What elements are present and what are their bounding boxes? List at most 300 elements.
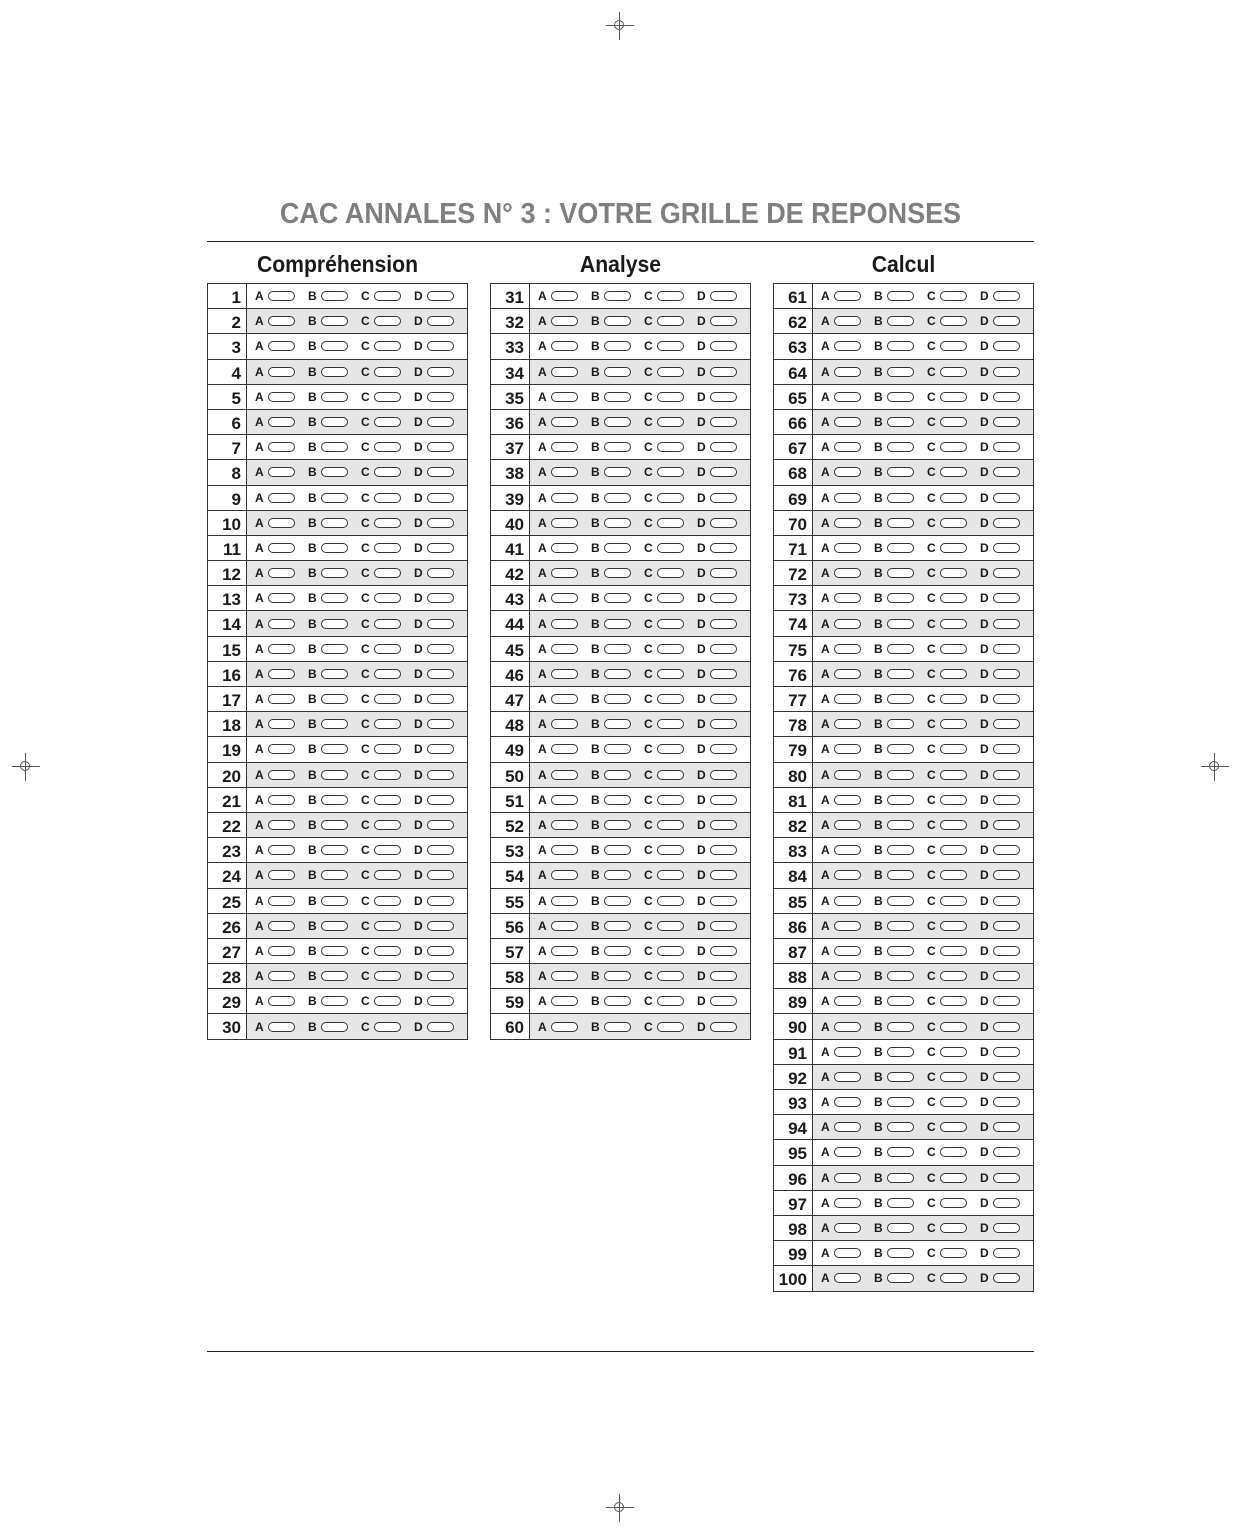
option-b[interactable]	[308, 919, 361, 933]
answer-bubble[interactable]	[321, 493, 348, 503]
answer-bubble[interactable]	[321, 619, 348, 629]
answer-bubble[interactable]	[940, 568, 967, 578]
answer-bubble[interactable]	[604, 669, 631, 679]
option-b[interactable]	[591, 868, 644, 882]
option-c[interactable]	[927, 742, 980, 756]
answer-bubble[interactable]	[374, 946, 401, 956]
answer-bubble[interactable]	[374, 518, 401, 528]
option-a[interactable]	[538, 314, 591, 328]
answer-bubble[interactable]	[604, 820, 631, 830]
answer-bubble[interactable]	[887, 1223, 914, 1233]
answer-bubble[interactable]	[551, 442, 578, 452]
answer-bubble[interactable]	[834, 1147, 861, 1157]
option-b[interactable]	[308, 868, 361, 882]
option-d[interactable]	[697, 894, 750, 908]
answer-bubble[interactable]	[887, 694, 914, 704]
option-b[interactable]	[591, 717, 644, 731]
option-a[interactable]	[821, 516, 874, 530]
answer-bubble[interactable]	[321, 568, 348, 578]
option-b[interactable]	[591, 390, 644, 404]
option-b[interactable]	[308, 339, 361, 353]
option-a[interactable]	[821, 742, 874, 756]
answer-bubble[interactable]	[374, 493, 401, 503]
option-d[interactable]	[980, 1171, 1033, 1185]
option-a[interactable]	[538, 1020, 591, 1034]
option-a[interactable]	[538, 465, 591, 479]
answer-bubble[interactable]	[551, 946, 578, 956]
option-c[interactable]	[644, 617, 697, 631]
answer-bubble[interactable]	[268, 996, 295, 1006]
answer-bubble[interactable]	[993, 392, 1020, 402]
answer-bubble[interactable]	[427, 367, 454, 377]
answer-bubble[interactable]	[427, 316, 454, 326]
answer-bubble[interactable]	[834, 316, 861, 326]
option-c[interactable]	[927, 339, 980, 353]
option-b[interactable]	[874, 1221, 927, 1235]
answer-bubble[interactable]	[993, 1047, 1020, 1057]
option-a[interactable]	[821, 642, 874, 656]
answer-bubble[interactable]	[710, 820, 737, 830]
option-b[interactable]	[591, 742, 644, 756]
option-b[interactable]	[591, 1020, 644, 1034]
answer-bubble[interactable]	[940, 543, 967, 553]
answer-bubble[interactable]	[427, 719, 454, 729]
option-c[interactable]	[927, 1095, 980, 1109]
answer-bubble[interactable]	[321, 644, 348, 654]
option-d[interactable]	[697, 919, 750, 933]
answer-bubble[interactable]	[374, 341, 401, 351]
answer-bubble[interactable]	[427, 493, 454, 503]
answer-bubble[interactable]	[887, 1273, 914, 1283]
option-c[interactable]	[927, 314, 980, 328]
option-c[interactable]	[927, 516, 980, 530]
option-b[interactable]	[308, 642, 361, 656]
answer-bubble[interactable]	[604, 719, 631, 729]
option-a[interactable]	[821, 667, 874, 681]
option-a[interactable]	[538, 717, 591, 731]
answer-bubble[interactable]	[993, 1248, 1020, 1258]
answer-bubble[interactable]	[268, 392, 295, 402]
answer-bubble[interactable]	[268, 644, 295, 654]
answer-bubble[interactable]	[993, 1097, 1020, 1107]
option-c[interactable]	[644, 516, 697, 530]
option-d[interactable]	[697, 415, 750, 429]
answer-bubble[interactable]	[321, 669, 348, 679]
option-b[interactable]	[874, 617, 927, 631]
answer-bubble[interactable]	[551, 719, 578, 729]
answer-bubble[interactable]	[427, 467, 454, 477]
answer-bubble[interactable]	[940, 744, 967, 754]
option-d[interactable]	[697, 717, 750, 731]
option-a[interactable]	[821, 944, 874, 958]
answer-bubble[interactable]	[604, 896, 631, 906]
option-a[interactable]	[821, 1171, 874, 1185]
option-c[interactable]	[361, 516, 414, 530]
option-d[interactable]	[980, 1271, 1033, 1285]
option-d[interactable]	[414, 289, 467, 303]
answer-bubble[interactable]	[268, 518, 295, 528]
answer-bubble[interactable]	[551, 694, 578, 704]
answer-bubble[interactable]	[374, 467, 401, 477]
answer-bubble[interactable]	[374, 770, 401, 780]
answer-bubble[interactable]	[657, 770, 684, 780]
answer-bubble[interactable]	[993, 341, 1020, 351]
answer-bubble[interactable]	[940, 870, 967, 880]
option-b[interactable]	[874, 1120, 927, 1134]
option-d[interactable]	[414, 440, 467, 454]
answer-bubble[interactable]	[657, 543, 684, 553]
answer-bubble[interactable]	[887, 1248, 914, 1258]
option-d[interactable]	[980, 491, 1033, 505]
answer-bubble[interactable]	[710, 644, 737, 654]
answer-bubble[interactable]	[427, 669, 454, 679]
option-c[interactable]	[361, 289, 414, 303]
answer-bubble[interactable]	[993, 845, 1020, 855]
answer-bubble[interactable]	[551, 996, 578, 1006]
option-a[interactable]	[538, 289, 591, 303]
answer-bubble[interactable]	[427, 291, 454, 301]
option-c[interactable]	[644, 969, 697, 983]
option-b[interactable]	[591, 591, 644, 605]
option-d[interactable]	[697, 692, 750, 706]
option-b[interactable]	[308, 314, 361, 328]
answer-bubble[interactable]	[940, 442, 967, 452]
option-b[interactable]	[874, 1045, 927, 1059]
answer-bubble[interactable]	[321, 719, 348, 729]
option-a[interactable]	[821, 692, 874, 706]
option-a[interactable]	[821, 1045, 874, 1059]
answer-bubble[interactable]	[710, 1022, 737, 1032]
option-b[interactable]	[874, 742, 927, 756]
answer-bubble[interactable]	[887, 1198, 914, 1208]
option-a[interactable]	[821, 919, 874, 933]
option-b[interactable]	[874, 894, 927, 908]
answer-bubble[interactable]	[834, 1072, 861, 1082]
option-d[interactable]	[980, 1221, 1033, 1235]
option-c[interactable]	[927, 944, 980, 958]
option-c[interactable]	[927, 1020, 980, 1034]
answer-bubble[interactable]	[940, 493, 967, 503]
option-b[interactable]	[308, 289, 361, 303]
option-c[interactable]	[361, 768, 414, 782]
option-a[interactable]	[255, 969, 308, 983]
answer-bubble[interactable]	[551, 870, 578, 880]
option-a[interactable]	[538, 591, 591, 605]
option-b[interactable]	[874, 1271, 927, 1285]
answer-bubble[interactable]	[834, 669, 861, 679]
answer-bubble[interactable]	[551, 896, 578, 906]
option-d[interactable]	[980, 667, 1033, 681]
option-d[interactable]	[980, 692, 1033, 706]
option-a[interactable]	[538, 768, 591, 782]
answer-bubble[interactable]	[834, 644, 861, 654]
option-c[interactable]	[927, 1221, 980, 1235]
option-d[interactable]	[414, 365, 467, 379]
answer-bubble[interactable]	[427, 996, 454, 1006]
answer-bubble[interactable]	[887, 1147, 914, 1157]
answer-bubble[interactable]	[604, 442, 631, 452]
answer-bubble[interactable]	[993, 1173, 1020, 1183]
option-d[interactable]	[697, 969, 750, 983]
answer-bubble[interactable]	[268, 417, 295, 427]
answer-bubble[interactable]	[993, 744, 1020, 754]
answer-bubble[interactable]	[604, 996, 631, 1006]
option-b[interactable]	[308, 440, 361, 454]
answer-bubble[interactable]	[374, 845, 401, 855]
option-d[interactable]	[980, 1196, 1033, 1210]
answer-bubble[interactable]	[940, 719, 967, 729]
answer-bubble[interactable]	[940, 1248, 967, 1258]
answer-bubble[interactable]	[551, 593, 578, 603]
answer-bubble[interactable]	[710, 870, 737, 880]
answer-bubble[interactable]	[321, 921, 348, 931]
answer-bubble[interactable]	[551, 543, 578, 553]
option-d[interactable]	[414, 742, 467, 756]
option-c[interactable]	[927, 793, 980, 807]
answer-bubble[interactable]	[834, 719, 861, 729]
answer-bubble[interactable]	[604, 493, 631, 503]
option-c[interactable]	[927, 591, 980, 605]
answer-bubble[interactable]	[887, 493, 914, 503]
answer-bubble[interactable]	[657, 946, 684, 956]
answer-bubble[interactable]	[604, 392, 631, 402]
option-d[interactable]	[697, 516, 750, 530]
answer-bubble[interactable]	[834, 770, 861, 780]
answer-bubble[interactable]	[551, 568, 578, 578]
option-a[interactable]	[255, 491, 308, 505]
option-d[interactable]	[697, 768, 750, 782]
option-d[interactable]	[980, 465, 1033, 479]
option-b[interactable]	[874, 440, 927, 454]
option-b[interactable]	[591, 944, 644, 958]
answer-bubble[interactable]	[834, 1097, 861, 1107]
option-d[interactable]	[697, 843, 750, 857]
option-a[interactable]	[255, 516, 308, 530]
option-a[interactable]	[538, 390, 591, 404]
answer-bubble[interactable]	[268, 442, 295, 452]
option-c[interactable]	[361, 692, 414, 706]
answer-bubble[interactable]	[887, 518, 914, 528]
answer-bubble[interactable]	[551, 518, 578, 528]
answer-bubble[interactable]	[268, 669, 295, 679]
answer-bubble[interactable]	[427, 593, 454, 603]
option-c[interactable]	[927, 818, 980, 832]
answer-bubble[interactable]	[374, 870, 401, 880]
answer-bubble[interactable]	[374, 820, 401, 830]
option-c[interactable]	[361, 717, 414, 731]
option-c[interactable]	[927, 868, 980, 882]
option-d[interactable]	[980, 1070, 1033, 1084]
option-a[interactable]	[255, 818, 308, 832]
answer-bubble[interactable]	[940, 795, 967, 805]
answer-bubble[interactable]	[993, 719, 1020, 729]
answer-bubble[interactable]	[940, 1122, 967, 1132]
option-b[interactable]	[591, 314, 644, 328]
option-a[interactable]	[821, 415, 874, 429]
answer-bubble[interactable]	[834, 619, 861, 629]
answer-bubble[interactable]	[834, 291, 861, 301]
answer-bubble[interactable]	[887, 744, 914, 754]
answer-bubble[interactable]	[834, 493, 861, 503]
option-a[interactable]	[255, 591, 308, 605]
answer-bubble[interactable]	[657, 744, 684, 754]
answer-bubble[interactable]	[268, 744, 295, 754]
answer-bubble[interactable]	[993, 543, 1020, 553]
answer-bubble[interactable]	[374, 971, 401, 981]
answer-bubble[interactable]	[604, 845, 631, 855]
answer-bubble[interactable]	[887, 1097, 914, 1107]
option-d[interactable]	[980, 415, 1033, 429]
option-b[interactable]	[591, 440, 644, 454]
option-d[interactable]	[414, 692, 467, 706]
answer-bubble[interactable]	[604, 568, 631, 578]
answer-bubble[interactable]	[834, 971, 861, 981]
answer-bubble[interactable]	[887, 1072, 914, 1082]
answer-bubble[interactable]	[551, 820, 578, 830]
answer-bubble[interactable]	[993, 644, 1020, 654]
answer-bubble[interactable]	[834, 543, 861, 553]
option-c[interactable]	[644, 566, 697, 580]
answer-bubble[interactable]	[887, 820, 914, 830]
option-a[interactable]	[821, 1095, 874, 1109]
answer-bubble[interactable]	[834, 1047, 861, 1057]
answer-bubble[interactable]	[321, 341, 348, 351]
answer-bubble[interactable]	[321, 820, 348, 830]
answer-bubble[interactable]	[940, 518, 967, 528]
option-c[interactable]	[361, 793, 414, 807]
answer-bubble[interactable]	[551, 921, 578, 931]
option-d[interactable]	[414, 591, 467, 605]
option-b[interactable]	[308, 591, 361, 605]
answer-bubble[interactable]	[887, 619, 914, 629]
answer-bubble[interactable]	[321, 870, 348, 880]
answer-bubble[interactable]	[887, 593, 914, 603]
option-c[interactable]	[361, 919, 414, 933]
answer-bubble[interactable]	[551, 845, 578, 855]
answer-bubble[interactable]	[268, 467, 295, 477]
option-c[interactable]	[927, 717, 980, 731]
answer-bubble[interactable]	[993, 316, 1020, 326]
answer-bubble[interactable]	[940, 820, 967, 830]
option-a[interactable]	[255, 541, 308, 555]
option-c[interactable]	[644, 591, 697, 605]
option-a[interactable]	[538, 969, 591, 983]
option-c[interactable]	[644, 818, 697, 832]
answer-bubble[interactable]	[604, 619, 631, 629]
option-a[interactable]	[821, 843, 874, 857]
option-b[interactable]	[874, 289, 927, 303]
answer-bubble[interactable]	[427, 417, 454, 427]
answer-bubble[interactable]	[887, 795, 914, 805]
answer-bubble[interactable]	[834, 921, 861, 931]
option-d[interactable]	[697, 289, 750, 303]
answer-bubble[interactable]	[427, 795, 454, 805]
answer-bubble[interactable]	[604, 341, 631, 351]
option-b[interactable]	[874, 1171, 927, 1185]
answer-bubble[interactable]	[657, 996, 684, 1006]
answer-bubble[interactable]	[374, 694, 401, 704]
option-d[interactable]	[980, 1246, 1033, 1260]
answer-bubble[interactable]	[887, 1173, 914, 1183]
answer-bubble[interactable]	[374, 392, 401, 402]
answer-bubble[interactable]	[887, 467, 914, 477]
option-a[interactable]	[538, 793, 591, 807]
option-a[interactable]	[821, 541, 874, 555]
answer-bubble[interactable]	[551, 493, 578, 503]
answer-bubble[interactable]	[551, 316, 578, 326]
answer-bubble[interactable]	[321, 543, 348, 553]
option-c[interactable]	[644, 491, 697, 505]
answer-bubble[interactable]	[710, 593, 737, 603]
answer-bubble[interactable]	[604, 316, 631, 326]
option-c[interactable]	[927, 1196, 980, 1210]
answer-bubble[interactable]	[321, 845, 348, 855]
option-c[interactable]	[361, 440, 414, 454]
answer-bubble[interactable]	[427, 568, 454, 578]
answer-bubble[interactable]	[321, 291, 348, 301]
option-a[interactable]	[821, 994, 874, 1008]
answer-bubble[interactable]	[887, 669, 914, 679]
answer-bubble[interactable]	[604, 946, 631, 956]
answer-bubble[interactable]	[551, 644, 578, 654]
answer-bubble[interactable]	[268, 770, 295, 780]
answer-bubble[interactable]	[940, 770, 967, 780]
answer-bubble[interactable]	[710, 367, 737, 377]
answer-bubble[interactable]	[551, 669, 578, 679]
option-a[interactable]	[538, 642, 591, 656]
answer-bubble[interactable]	[268, 971, 295, 981]
option-c[interactable]	[927, 969, 980, 983]
option-d[interactable]	[980, 818, 1033, 832]
answer-bubble[interactable]	[321, 1022, 348, 1032]
answer-bubble[interactable]	[710, 845, 737, 855]
answer-bubble[interactable]	[268, 921, 295, 931]
answer-bubble[interactable]	[427, 694, 454, 704]
option-a[interactable]	[821, 969, 874, 983]
option-c[interactable]	[644, 365, 697, 379]
answer-bubble[interactable]	[551, 971, 578, 981]
answer-bubble[interactable]	[427, 518, 454, 528]
option-b[interactable]	[308, 617, 361, 631]
answer-bubble[interactable]	[993, 870, 1020, 880]
answer-bubble[interactable]	[940, 1223, 967, 1233]
option-a[interactable]	[821, 768, 874, 782]
answer-bubble[interactable]	[887, 971, 914, 981]
option-b[interactable]	[591, 642, 644, 656]
answer-bubble[interactable]	[940, 467, 967, 477]
option-d[interactable]	[414, 339, 467, 353]
answer-bubble[interactable]	[940, 367, 967, 377]
answer-bubble[interactable]	[551, 467, 578, 477]
option-c[interactable]	[927, 1246, 980, 1260]
answer-bubble[interactable]	[657, 341, 684, 351]
option-a[interactable]	[255, 390, 308, 404]
option-b[interactable]	[874, 1246, 927, 1260]
option-a[interactable]	[821, 465, 874, 479]
answer-bubble[interactable]	[940, 593, 967, 603]
answer-bubble[interactable]	[887, 870, 914, 880]
option-a[interactable]	[255, 1020, 308, 1034]
option-a[interactable]	[821, 491, 874, 505]
option-a[interactable]	[538, 365, 591, 379]
option-d[interactable]	[414, 919, 467, 933]
answer-bubble[interactable]	[321, 896, 348, 906]
option-b[interactable]	[308, 541, 361, 555]
answer-bubble[interactable]	[834, 518, 861, 528]
answer-bubble[interactable]	[834, 946, 861, 956]
option-b[interactable]	[874, 491, 927, 505]
option-d[interactable]	[980, 365, 1033, 379]
